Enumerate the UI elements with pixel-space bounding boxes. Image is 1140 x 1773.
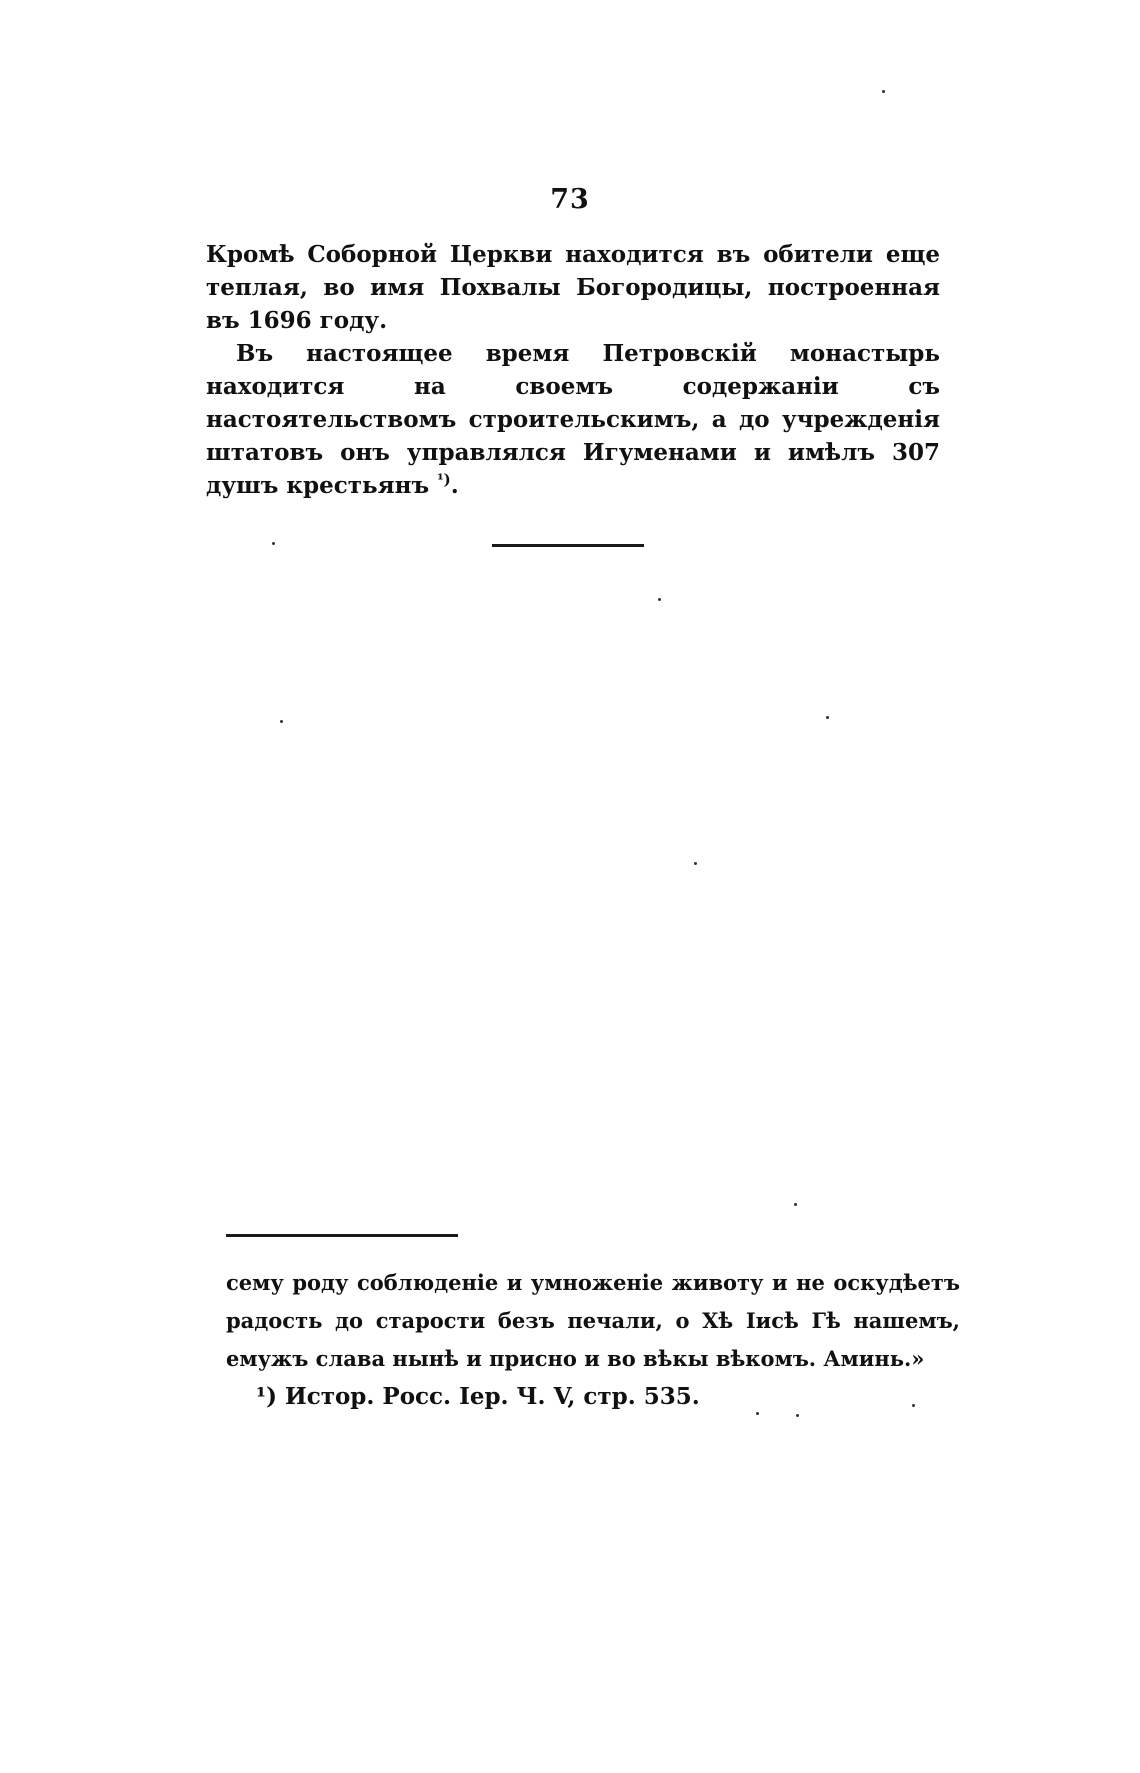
paragraph-2-text: Въ настоящее время Петровскій монастырь находится на своемъ содержаніи съ настоятельствомъ строительскимъ, а до учрежденія штатовъ онъ управлялся Игуменами и имѣлъ 307 душъ крестьянъ — [206, 340, 940, 499]
main-text — [206, 238, 940, 502]
scan-speck — [826, 716, 829, 719]
scan-speck — [796, 1414, 799, 1417]
footnote-citation-text: Истор. Росс. Іер. Ч. V, стр. 535. — [284, 1383, 700, 1410]
footnote-continuation: сему роду соблюденіе и умноженіе животу и не оскудѣетъ радость до старости безъ печали, о Хѣ Іисѣ Гѣ нашемъ, емужъ слава нынѣ и присно и во вѣкы вѣкомъ. Аминь.» — [226, 1270, 960, 1371]
footnote-reference[interactable]: ¹) — [437, 470, 451, 489]
page-number: 73 — [550, 184, 590, 215]
scan-speck — [694, 862, 697, 865]
scan-speck — [882, 90, 885, 93]
scan-speck — [794, 1203, 797, 1206]
footnote-marker: ¹) — [256, 1383, 277, 1410]
paragraph-2 — [206, 337, 940, 502]
scan-speck — [756, 1412, 759, 1415]
scan-speck — [280, 720, 283, 723]
paragraph-2-end: . — [450, 472, 459, 499]
paragraph-1: Кромѣ Соборной Церкви находится въ обители еще теплая, во имя Похвалы Богородицы, построенная въ 1696 году. — [206, 241, 940, 334]
footnotes-area — [226, 1264, 960, 1416]
footnote-citation — [226, 1378, 960, 1416]
scan-speck — [272, 542, 275, 545]
scan-speck — [658, 598, 661, 601]
footnote-divider — [226, 1234, 458, 1237]
scan-speck — [912, 1404, 915, 1407]
section-divider — [492, 544, 644, 547]
